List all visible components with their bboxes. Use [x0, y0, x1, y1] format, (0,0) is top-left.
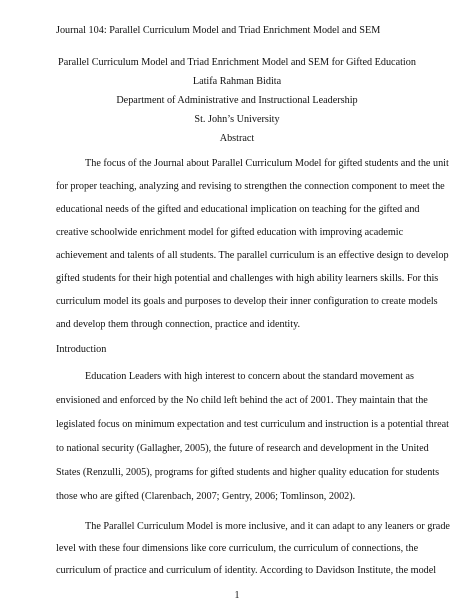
- university-name: St. John’s University: [194, 114, 280, 125]
- intro-line: legislated focus on minimum expectation and test curriculum and instruction is a potential threat: [56, 419, 449, 430]
- intro-line: States (Renzulli, 2005), programs for gifted students and higher quality education for students: [56, 467, 440, 478]
- abstract-line: creative schoolwide enrichment model for gifted education with improving academic: [56, 227, 404, 238]
- abstract-heading: Abstract: [219, 133, 255, 144]
- abstract-line: gifted students for their high potential and challenges with high ability learners skills. For this: [56, 273, 439, 284]
- abstract-line: and develop them through connection, practice and identity.: [56, 319, 301, 330]
- pcm-line: The Parallel Curriculum Model is more inclusive, and it can adapt to any leaners or grade: [85, 521, 450, 532]
- pcm-line: curriculum of practice and curriculum of identity. According to Davidson Institute, the model: [56, 565, 437, 576]
- running-head: Journal 104: Parallel Curriculum Model and Triad Enrichment Model and SEM: [56, 25, 381, 36]
- abstract-line: achievement and talents of all students. The parallel curriculum is an effective design to develop: [56, 250, 449, 261]
- department-name: Department of Administrative and Instructional Leadership: [116, 95, 358, 106]
- abstract-line: The focus of the Journal about Parallel Curriculum Model for gifted students and the unit: [85, 158, 449, 169]
- abstract-line: educational needs of the gifted and educational implication on teaching for the gifted and: [56, 204, 420, 215]
- intro-line: those who are gifted (Clarenbach, 2007; Gentry, 2006; Tomlinson, 2002).: [56, 491, 356, 502]
- intro-line: to national security (Gallagher, 2005), the future of research and development in the United: [56, 443, 429, 454]
- pcm-line: level with these four dimensions like core curriculum, the curriculum of connections, the: [56, 543, 419, 554]
- abstract-line: for proper teaching, analyzing and revising to strengthen the connection component to meet the: [56, 181, 445, 192]
- page-number: 1: [234, 590, 240, 601]
- intro-line: envisioned and enforced by the No child left behind the act of 2001. They maintain that the: [56, 395, 428, 406]
- introduction-heading: Introduction: [56, 344, 107, 355]
- paper-title: Parallel Curriculum Model and Triad Enrichment Model and SEM for Gifted Education: [58, 57, 416, 68]
- abstract-line: curriculum model its goals and purposes to develop their inner configuration to create models: [56, 296, 438, 307]
- author-name: Latifa Rahman Bidita: [192, 76, 282, 87]
- intro-line: Education Leaders with high interest to concern about the standard movement as: [85, 371, 415, 382]
